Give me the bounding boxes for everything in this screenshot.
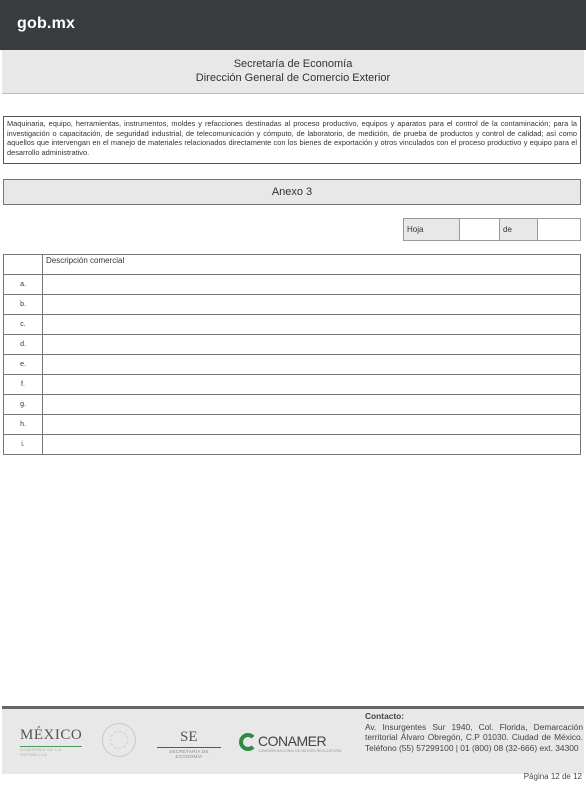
- table-row: [4, 415, 581, 435]
- conamer-logo: CONAMER: [258, 733, 327, 749]
- mexico-logo: MÉXICO: [20, 727, 83, 743]
- contact-title: Contacto:: [365, 711, 405, 721]
- hoja-label: Hoja: [404, 219, 459, 240]
- row-index: d.: [4, 335, 43, 355]
- table-header-row: [4, 255, 581, 275]
- top-bar: [0, 0, 586, 50]
- description-cell[interactable]: [43, 315, 581, 335]
- column-header-descripcion: Descripción comercial: [43, 255, 581, 275]
- conamer-logo-subtitle: COMISIÓN NACIONAL DE MEJORA REGULATORIA: [258, 749, 342, 753]
- table-row: [4, 335, 581, 355]
- table-row: [4, 275, 581, 295]
- table-row: [4, 375, 581, 395]
- mexico-logo-subtitle: GOBIERNO DE LA REPÚBLICA: [20, 746, 82, 757]
- description-cell[interactable]: [43, 355, 581, 375]
- document-header: [2, 50, 584, 94]
- description-cell[interactable]: [43, 395, 581, 415]
- table-row: [4, 295, 581, 315]
- annex-title: Anexo 3: [3, 179, 581, 205]
- contact-block: [365, 711, 583, 753]
- contact-text: Av. Insurgentes Sur 1940, Col. Florida, Demarcación territorial Álvaro Obregón, C.P 01030. Ciudad de México. Teléfono (55) 57299100 | 01 (800) 08 (32-666) ext. 34300: [365, 721, 583, 753]
- conamer-icon: [239, 733, 257, 751]
- table-row: [4, 395, 581, 415]
- header-secretaria: Secretaría de Economía: [233, 58, 353, 70]
- page-number: Página 12 de 12: [523, 772, 582, 781]
- table-row: [4, 355, 581, 375]
- se-logo-subtitle: SECRETARÍA DE ECONOMÍA: [157, 747, 221, 759]
- hoja-field[interactable]: [459, 219, 499, 240]
- national-seal-icon: [102, 723, 136, 757]
- table-row: [4, 315, 581, 335]
- row-index: b.: [4, 295, 43, 315]
- items-table: [3, 254, 581, 455]
- row-index: g.: [4, 395, 43, 415]
- de-label: de: [499, 219, 537, 240]
- table-header-blank: [4, 255, 43, 275]
- description-cell[interactable]: [43, 435, 581, 455]
- description-cell[interactable]: [43, 295, 581, 315]
- header-direccion: Dirección General de Comercio Exterior: [195, 72, 391, 84]
- description-cell[interactable]: [43, 275, 581, 295]
- row-index: e.: [4, 355, 43, 375]
- description-cell[interactable]: [43, 415, 581, 435]
- gobmx-logo[interactable]: gob.mx: [17, 15, 76, 32]
- description-cell[interactable]: [43, 375, 581, 395]
- de-field[interactable]: [537, 219, 580, 240]
- description-cell[interactable]: [43, 335, 581, 355]
- footer: [2, 706, 584, 774]
- row-index: i.: [4, 435, 43, 455]
- row-index: a.: [4, 275, 43, 295]
- row-index: c.: [4, 315, 43, 335]
- row-index: f.: [4, 375, 43, 395]
- se-logo: SE: [180, 729, 198, 745]
- description-box: Maquinaria, equipo, herramientas, instrumentos, moldes y refacciones destinadas al proceso productivo, equipos y aparatos para el control de la contaminación; para la investigación o capacitación, de seguridad industrial, de telecomunicación y cómputo, de laboratorio, de medición, de prueba de productos y control de calidad; así como aquellos que intervengan en el manejo de materiales relacionados directamente con los bienes de exportación y otros vinculados con el proceso productivo y equipo para el desarrollo administrativo.: [3, 116, 581, 164]
- sheet-counter: [403, 218, 581, 241]
- table-row: [4, 435, 581, 455]
- row-index: h.: [4, 415, 43, 435]
